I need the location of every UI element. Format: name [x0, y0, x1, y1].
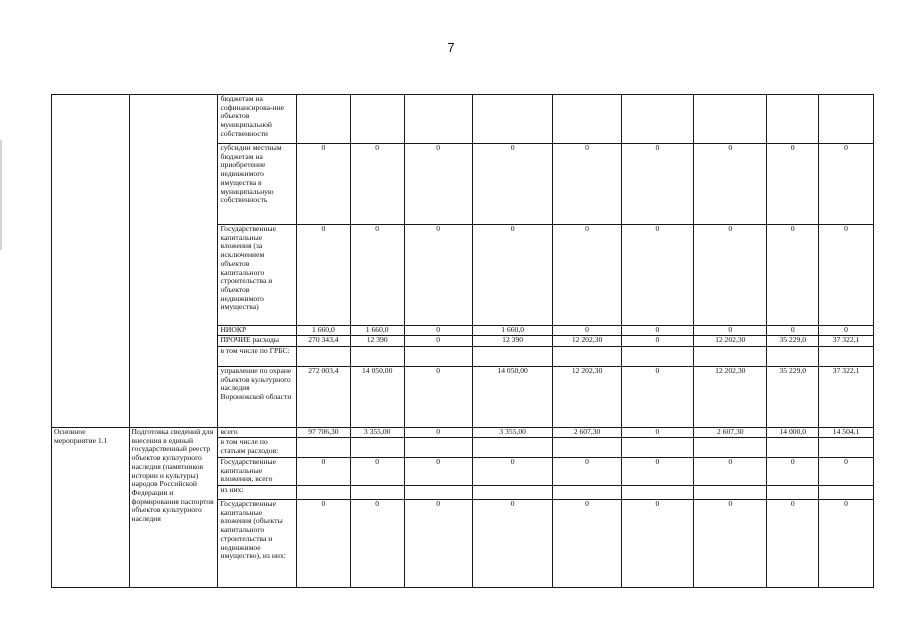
row-label: в том числе по статьям расходов: [218, 438, 297, 458]
value-cell: 0 [350, 458, 404, 486]
value-cell [404, 95, 472, 144]
row-label: ПРОЧИЕ расходы [218, 336, 297, 347]
value-cell: 14 000,0 [767, 428, 819, 438]
value-cell: 0 [350, 225, 404, 326]
value-cell: 0 [621, 326, 693, 336]
value-cell: 3 355,00 [472, 428, 553, 438]
value-cell [297, 347, 351, 367]
value-cell [694, 486, 767, 500]
value-cell: 14 050,00 [472, 367, 553, 428]
value-cell: 272 003,4 [297, 367, 351, 428]
value-cell: 0 [404, 225, 472, 326]
status-cell-empty [52, 95, 130, 428]
row-label: Государственные капитальные вложения, всего [218, 458, 297, 486]
value-cell [350, 347, 404, 367]
value-cell [621, 95, 693, 144]
value-cell: 0 [472, 225, 553, 326]
value-cell [819, 438, 874, 458]
value-cell: 0 [621, 225, 693, 326]
value-cell: 0 [767, 225, 819, 326]
value-cell: 2 607,30 [694, 428, 767, 438]
value-cell: 12 390 [472, 336, 553, 347]
value-cell [694, 438, 767, 458]
value-cell [694, 95, 767, 144]
row-label: в том числе по ГРБС: [218, 347, 297, 367]
value-cell: 0 [819, 144, 874, 225]
value-cell: 0 [404, 428, 472, 438]
measure-status: Основное мероприятие 1.1 [52, 428, 130, 588]
value-cell [350, 95, 404, 144]
value-cell: 12 202,30 [553, 367, 621, 428]
row-label: бюджетам на софинансирова-ние объектов муниципальной собственности [218, 95, 297, 144]
row-label: управление по охране объектов культурного наследия Воронежской области [218, 367, 297, 428]
value-cell: 0 [819, 225, 874, 326]
value-cell [472, 486, 553, 500]
value-cell: 3 355,00 [350, 428, 404, 438]
value-cell [472, 347, 553, 367]
value-cell: 0 [404, 326, 472, 336]
value-cell: 0 [767, 326, 819, 336]
value-cell: 14 050,00 [350, 367, 404, 428]
value-cell: 0 [767, 458, 819, 486]
value-cell [621, 486, 693, 500]
value-cell [472, 438, 553, 458]
value-cell: 1 660,0 [472, 326, 553, 336]
value-cell [767, 95, 819, 144]
value-cell: 37 322,1 [819, 336, 874, 347]
value-cell: 0 [472, 500, 553, 588]
value-cell: 0 [819, 326, 874, 336]
value-cell: 0 [404, 500, 472, 588]
value-cell: 0 [297, 144, 351, 225]
value-cell: 0 [553, 144, 621, 225]
value-cell [297, 486, 351, 500]
value-cell: 0 [767, 144, 819, 225]
value-cell: 0 [621, 144, 693, 225]
value-cell: 37 322,1 [819, 367, 874, 428]
value-cell: 0 [694, 326, 767, 336]
value-cell: 0 [297, 458, 351, 486]
value-cell: 97 706,30 [297, 428, 351, 438]
value-cell: 12 202,30 [553, 336, 621, 347]
value-cell: 0 [819, 458, 874, 486]
row-label: Государственные капитальные вложения (за исключением объектов капитального строительства и объектов недвижимого имущества) [218, 225, 297, 326]
value-cell [472, 95, 553, 144]
row-label: НИОКР [218, 326, 297, 336]
value-cell: 0 [694, 144, 767, 225]
row-label: из них: [218, 486, 297, 500]
value-cell: 0 [553, 225, 621, 326]
value-cell [404, 438, 472, 458]
value-cell [694, 347, 767, 367]
value-cell [297, 438, 351, 458]
value-cell [553, 95, 621, 144]
value-cell: 0 [694, 225, 767, 326]
value-cell: 0 [621, 428, 693, 438]
value-cell: 0 [621, 500, 693, 588]
name-cell-empty [129, 95, 218, 428]
value-cell [767, 486, 819, 500]
value-cell [767, 347, 819, 367]
value-cell: 12 202,30 [694, 367, 767, 428]
value-cell: 0 [767, 500, 819, 588]
value-cell: 0 [621, 336, 693, 347]
value-cell [819, 347, 874, 367]
budget-table [51, 94, 874, 588]
page-number: 7 [447, 40, 455, 55]
value-cell: 0 [553, 500, 621, 588]
measure-name: Подготовка сведений для внесения в единый государственный реестр объектов культурного наследия (памятников истории и культуры) народов Российской Федерации и формирования паспортов объектов культурного наследия [129, 428, 218, 588]
value-cell: 0 [553, 326, 621, 336]
value-cell [350, 486, 404, 500]
value-cell [350, 438, 404, 458]
value-cell [297, 95, 351, 144]
value-cell [404, 486, 472, 500]
row-label: Государственные капитальные вложения (объекты капитального строительства и недвижимое имущество), из них: [218, 500, 297, 588]
value-cell: 1 660,0 [297, 326, 351, 336]
value-cell [767, 438, 819, 458]
value-cell: 0 [404, 336, 472, 347]
value-cell: 0 [694, 458, 767, 486]
table-row [52, 95, 874, 144]
row-label: субсидии местным бюджетам на приобретение недвижимого имущества в муниципальную собственность [218, 144, 297, 225]
value-cell [553, 486, 621, 500]
value-cell: 270 343,4 [297, 336, 351, 347]
value-cell: 0 [553, 458, 621, 486]
value-cell: 0 [297, 500, 351, 588]
value-cell: 2 607,30 [553, 428, 621, 438]
value-cell: 1 660,0 [350, 326, 404, 336]
table-row [52, 428, 874, 438]
value-cell: 0 [404, 367, 472, 428]
value-cell: 0 [297, 225, 351, 326]
value-cell: 0 [819, 500, 874, 588]
value-cell: 14 504,1 [819, 428, 874, 438]
value-cell [621, 347, 693, 367]
scan-edge-artifact [0, 140, 2, 250]
value-cell [819, 95, 874, 144]
value-cell: 0 [350, 500, 404, 588]
value-cell [553, 438, 621, 458]
value-cell [621, 438, 693, 458]
row-label: всего [218, 428, 297, 438]
value-cell: 0 [472, 144, 553, 225]
value-cell: 35 229,0 [767, 367, 819, 428]
value-cell: 0 [404, 144, 472, 225]
value-cell [819, 486, 874, 500]
value-cell: 35 229,0 [767, 336, 819, 347]
value-cell: 0 [621, 367, 693, 428]
value-cell: 0 [472, 458, 553, 486]
value-cell: 12 202,30 [694, 336, 767, 347]
value-cell: 12 390 [350, 336, 404, 347]
value-cell: 0 [621, 458, 693, 486]
value-cell [553, 347, 621, 367]
value-cell: 0 [350, 144, 404, 225]
value-cell [404, 347, 472, 367]
value-cell: 0 [404, 458, 472, 486]
value-cell: 0 [694, 500, 767, 588]
